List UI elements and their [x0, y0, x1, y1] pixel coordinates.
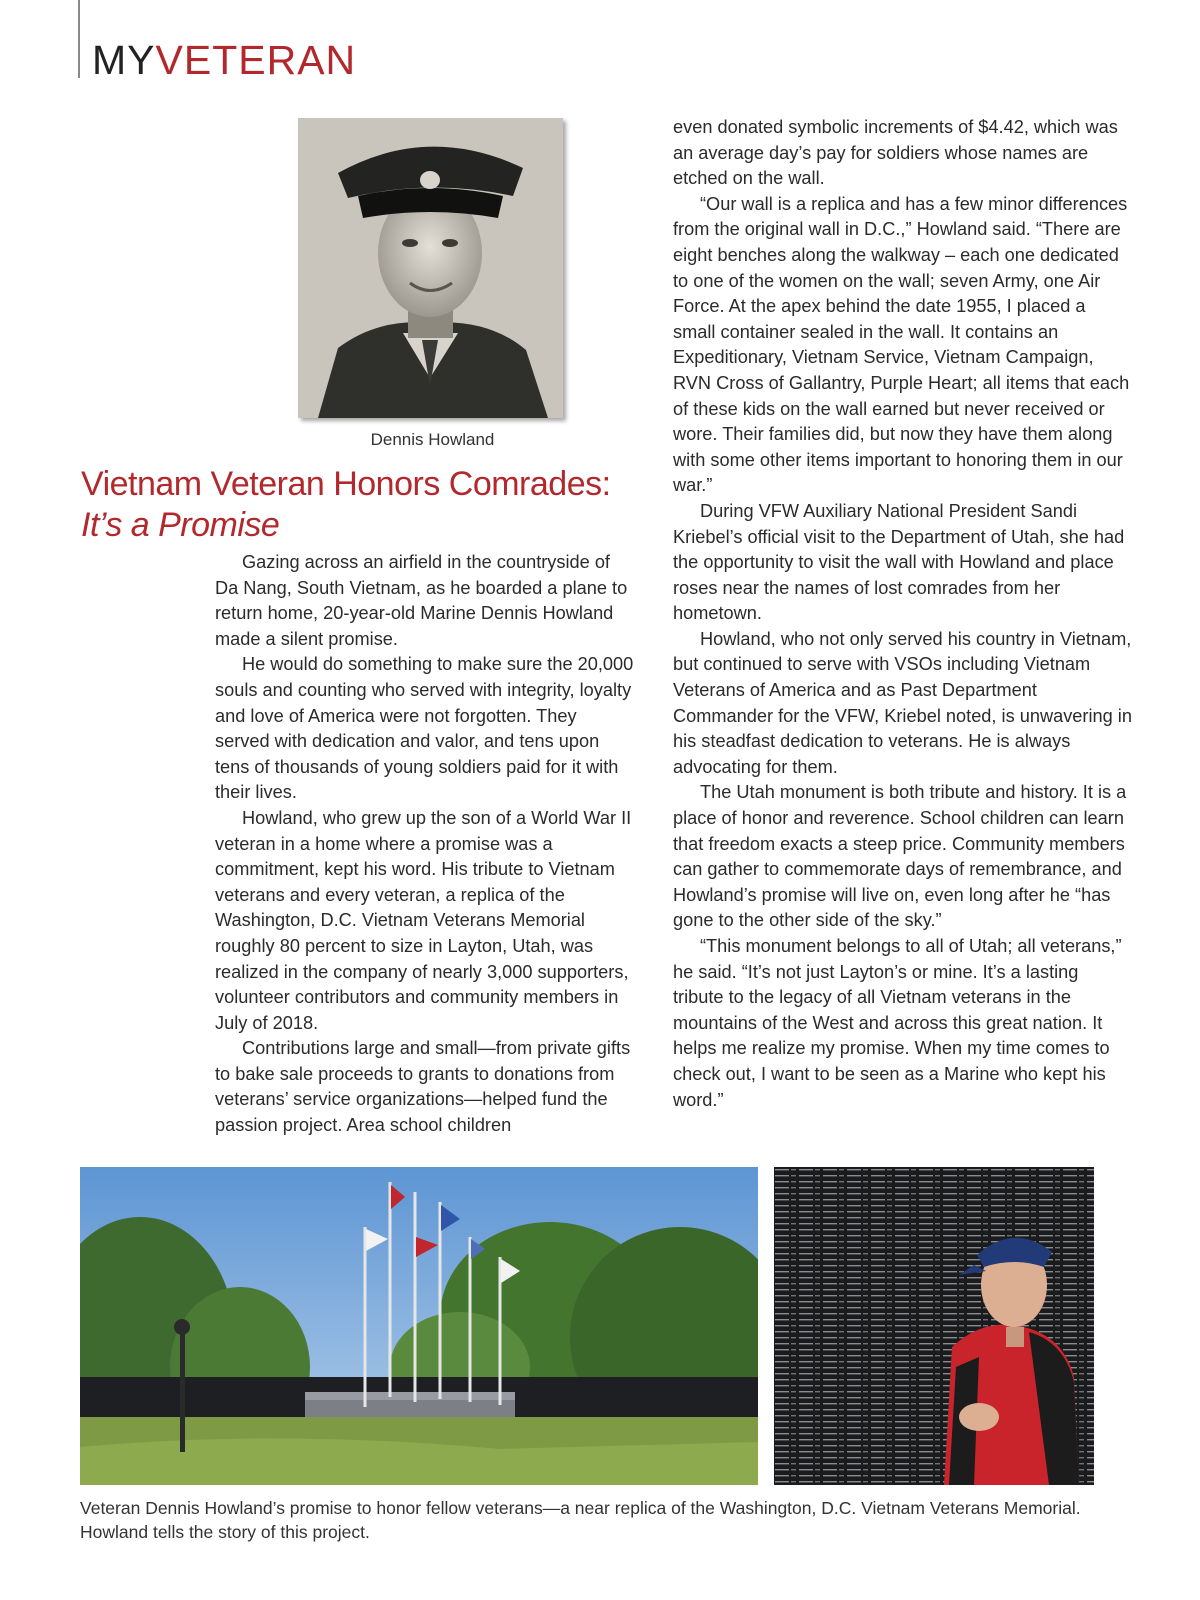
portrait-photo — [298, 118, 563, 418]
veteran-at-wall-photo — [774, 1167, 1094, 1485]
masthead — [92, 37, 357, 83]
paragraph: “Our wall is a replica and has a few minor differences from the original wall in D.C.,” Howland said. “There are eight benches along the walkway – each one dedicated to one of the women on the wall; seven Army, one Air Force. At the apex behind the date 1955, I placed a small container sealed in the wall. It contains an Expeditionary, Vietnam Service, Vietnam Campaign, RVN Cross of Gallantry, Purple Heart; all items that each of these kids on the wall earned but never received or wore. Their families did, but now they have them along with some other items important to honoring them in our war.” — [673, 193, 1130, 496]
photo-caption: Veteran Dennis Howland’s promise to honor fellow veterans—a near replica of the Washington, D.C. Vietnam Veterans Memorial. Howland tells the story of this project. — [80, 1498, 1081, 1542]
paragraph: Contributions large and small—from private gifts to bake sale proceeds to grants to donations from veterans’ service organizations—helped fund the passion project. Area school children — [215, 1038, 631, 1136]
paragraph: “This monument belongs to all of Utah; all veterans,” he said. “It’s not just Layton’s or mine. It’s a lasting tribute to the legacy of all Vietnam veterans in the mountains of the West and across this great nation. It helps me realize my promise. When my time comes to check out, I want to be seen as a Marine who kept his word.” — [673, 936, 1122, 1110]
paragraph: Gazing across an airfield in the countryside of Da Nang, South Vietnam, as he boarded a plane to return home, 20-year-old Marine Dennis Howland made a silent promise. — [215, 552, 628, 649]
article-column-right — [673, 115, 1133, 1113]
paragraph: He would do something to make sure the 20,000 souls and counting who served with integrity, loyalty and love of America were not forgotten. They served with dedication and valor, and tens upon tens of thousands of young soldiers paid for it with their lives. — [215, 654, 634, 803]
paragraph: The Utah monument is both tribute and history. It is a place of honor and reverence. School children can learn that freedom exacts a steep price. Community members can gather to commemorate days of remembrance, and Howland’s promise will live on, even long after he “has gone to the other side of the sky.” — [673, 782, 1127, 931]
paragraph: During VFW Auxiliary National President Sandi Kriebel’s official visit to the Department of Utah, she had the opportunity to visit the wall with Howland and place roses near the names of lost comrades from her hometown. — [673, 500, 1125, 624]
masthead-rule — [78, 0, 80, 78]
paragraph-continued: even donated symbolic increments of $4.42, which was an average day’s pay for soldiers whose names are etched on the wall. — [673, 117, 1118, 189]
memorial-photo — [80, 1167, 758, 1485]
memorial-scene-illustration — [80, 1167, 758, 1485]
article-headline — [81, 464, 661, 546]
article-column-left — [215, 550, 635, 1139]
paragraph: Howland, who grew up the son of a World War II veteran in a home where a promise was a commitment, kept his word. His tribute to Vietnam veterans and every veteran, a replica of the Washington, D.C. Vietnam Veterans Memorial roughly 80 percent to size in Layton, Utah, was realized in the company of nearly 3,000 supporters, volunteer contributors and community members in July of 2018. — [215, 807, 632, 1033]
veteran-at-wall-illustration — [774, 1167, 1094, 1485]
masthead-veteran: VETERAN — [155, 37, 357, 83]
paragraph: Howland, who not only served his country in Vietnam, but continued to serve with VSOs including Vietnam Veterans of America and as Past Department Commander for the VFW, Kriebel noted, is unwavering in his steadfast dedication to veterans. He is always advocating for them. — [673, 628, 1132, 777]
marine-portrait-illustration — [298, 118, 563, 418]
headline-title: Vietnam Veteran Honors Comrades: — [81, 465, 611, 503]
masthead-my: MY — [92, 37, 156, 83]
headline-subtitle: It’s a Promise — [81, 506, 280, 544]
portrait-caption: Dennis Howland — [370, 430, 495, 449]
